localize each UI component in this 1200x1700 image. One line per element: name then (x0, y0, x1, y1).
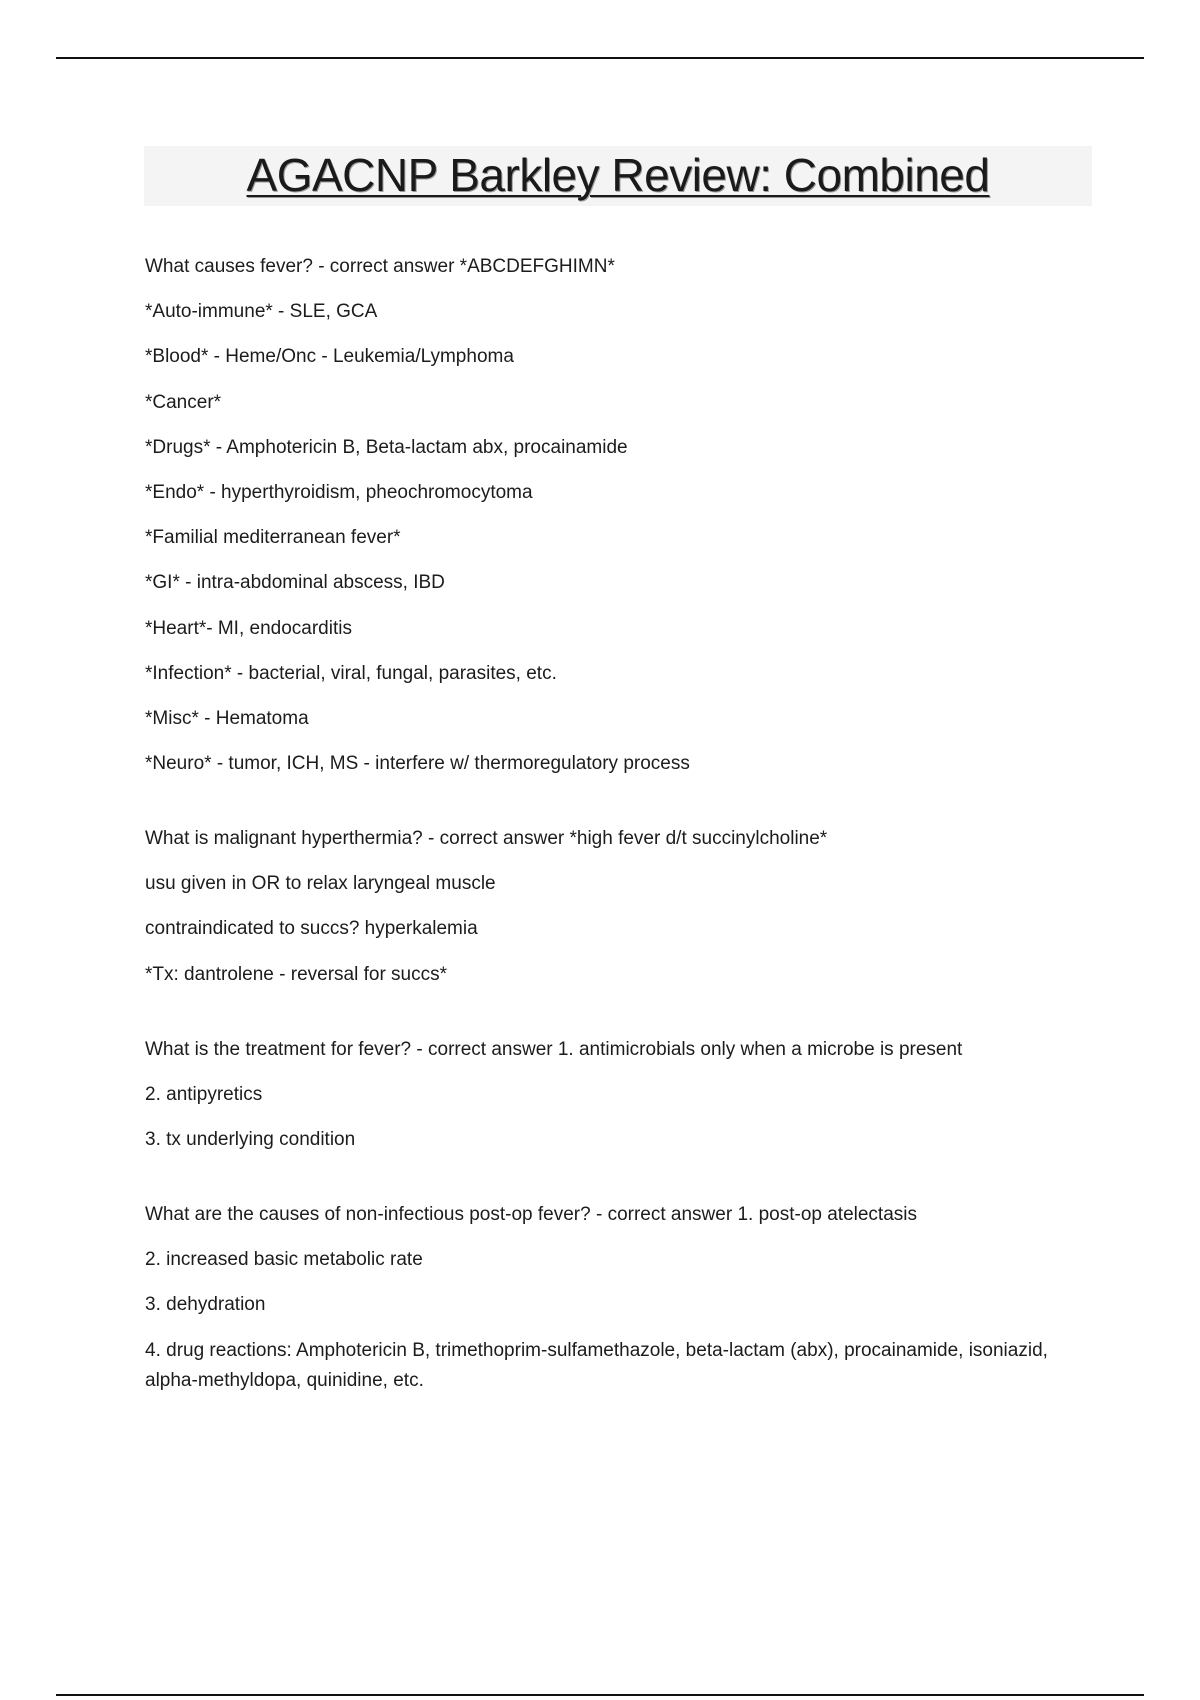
document-body (145, 252, 1055, 1441)
question-line: What are the causes of non-infectious post-op fever? - correct answer 1. post-op atelectasis (145, 1204, 917, 1225)
question-line: What causes fever? - correct answer *ABCDEFGHIMN* (145, 256, 615, 277)
answer-line: *Familial mediterranean fever* (145, 527, 401, 549)
answer-line: *Endo* - hyperthyroidism, pheochromocytoma (145, 481, 533, 503)
answer-line: *GI* - intra-abdominal abscess, IBD (145, 572, 445, 594)
qa-block-fever-treatment (145, 1035, 1055, 1155)
question-line: What is the treatment for fever? - correct answer 1. antimicrobials only when a microbe is present (145, 1038, 963, 1060)
answer-line: contraindicated to succs? hyperkalemia (145, 918, 478, 940)
answer-line: *Drugs* - Amphotericin B, Beta-lactam abx, procainamide (145, 436, 628, 458)
qa-block-postop-fever (145, 1200, 1055, 1396)
answer-line: 2. antipyretics (145, 1083, 263, 1105)
answer-line: *Misc* - Hematoma (145, 707, 309, 729)
answer-line: *Infection* - bacterial, viral, fungal, parasites, etc. (145, 662, 557, 684)
question-line: What is malignant hyperthermia? - correct answer *high fever d/t succinylcholine* (145, 828, 828, 850)
answer-line: *Neuro* - tumor, ICH, MS - interfere w/ thermoregulatory process (145, 753, 690, 775)
title-banner (144, 146, 1092, 206)
answer-line: *Blood* - Heme/Onc - Leukemia/Lymphoma (145, 346, 514, 368)
qa-block-fever-causes (145, 252, 1055, 779)
qa-block-malignant-hyperthermia (145, 824, 1055, 990)
answer-line: 2. increased basic metabolic rate (145, 1249, 423, 1271)
answer-line: *Tx: dantrolene - reversal for succs* (145, 963, 448, 985)
bottom-rule (56, 1694, 1144, 1696)
top-rule (56, 57, 1144, 59)
answer-line: 3. tx underlying condition (145, 1129, 356, 1150)
answer-line: usu given in OR to relax laryngeal muscle (145, 873, 496, 895)
answer-line: 4. drug reactions: Amphotericin B, trimethoprim-sulfamethazole, beta-lactam (abx), procainamide, isoniazid, alpha-methyldopa, quinidine, etc. (145, 1339, 1048, 1391)
answer-line: *Auto-immune* - SLE, GCA (145, 301, 378, 323)
answer-line: 3. dehydration (145, 1294, 266, 1316)
answer-line: *Cancer* (145, 391, 222, 413)
document-title: AGACNP Barkley Review: Combined (246, 149, 990, 201)
answer-line: *Heart*- MI, endocarditis (145, 617, 352, 639)
